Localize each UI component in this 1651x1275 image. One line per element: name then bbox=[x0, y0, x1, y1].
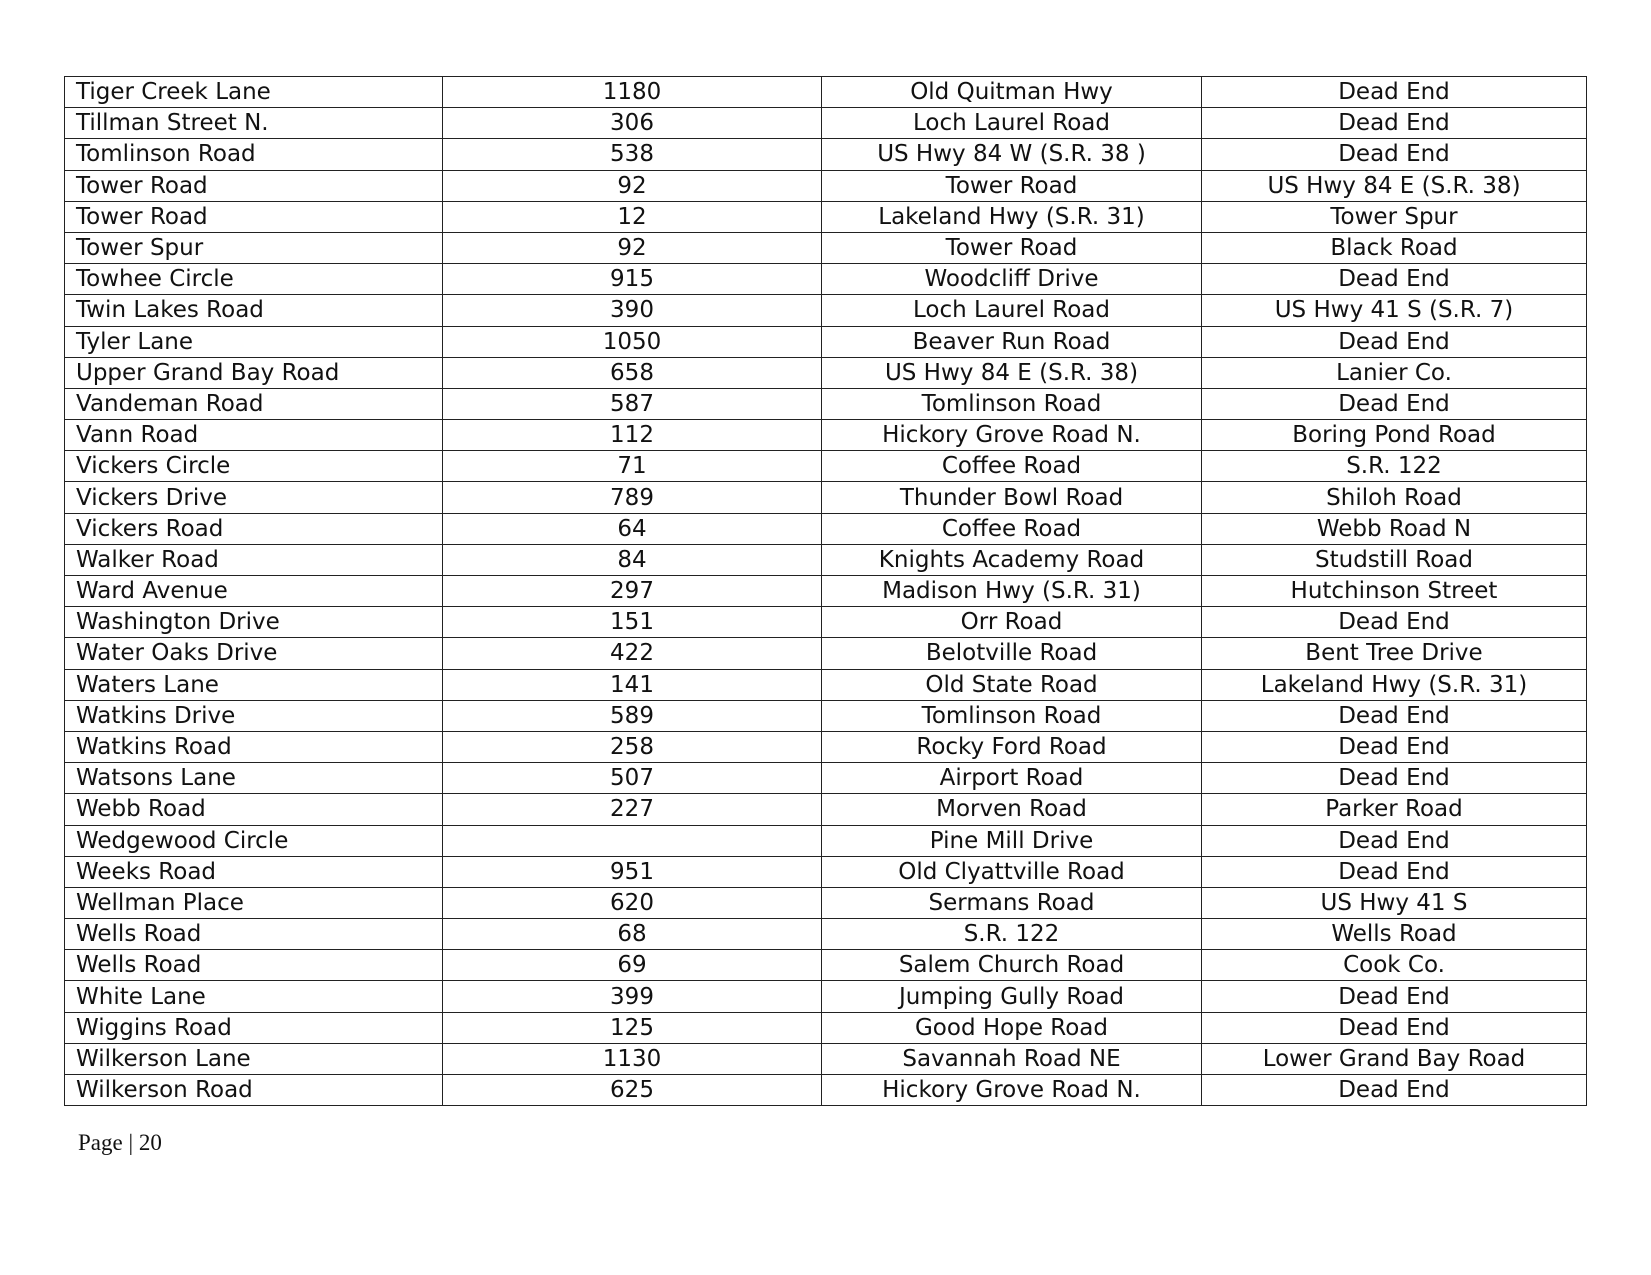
road-from-cell: Beaver Run Road bbox=[822, 326, 1202, 357]
table-row bbox=[65, 482, 1587, 513]
road-number-cell: 227 bbox=[443, 794, 822, 825]
road-from-cell: Good Hope Road bbox=[822, 1012, 1202, 1043]
road-name-cell: Wells Road bbox=[65, 950, 443, 981]
road-from-cell: Old Quitman Hwy bbox=[822, 77, 1202, 108]
road-from-cell: Knights Academy Road bbox=[822, 544, 1202, 575]
road-number-cell: 620 bbox=[443, 887, 822, 918]
table-row bbox=[65, 544, 1587, 575]
road-to-cell: Wells Road bbox=[1202, 919, 1587, 950]
road-name-cell: Wellman Place bbox=[65, 887, 443, 918]
road-from-cell: Madison Hwy (S.R. 31) bbox=[822, 576, 1202, 607]
road-from-cell: Coffee Road bbox=[822, 451, 1202, 482]
road-number-cell: 625 bbox=[443, 1075, 822, 1106]
table-row bbox=[65, 731, 1587, 762]
road-from-cell: Coffee Road bbox=[822, 513, 1202, 544]
road-to-cell: Dead End bbox=[1202, 326, 1587, 357]
road-from-cell: Lakeland Hwy (S.R. 31) bbox=[822, 201, 1202, 232]
road-name-cell: Vickers Circle bbox=[65, 451, 443, 482]
road-number-cell: 71 bbox=[443, 451, 822, 482]
road-name-cell: Tillman Street N. bbox=[65, 108, 443, 139]
road-to-cell: Dead End bbox=[1202, 1012, 1587, 1043]
road-to-cell: Dead End bbox=[1202, 139, 1587, 170]
table-row bbox=[65, 1075, 1587, 1106]
road-name-cell: Watsons Lane bbox=[65, 763, 443, 794]
road-name-cell: Wilkerson Lane bbox=[65, 1043, 443, 1074]
road-to-cell: Studstill Road bbox=[1202, 544, 1587, 575]
table-row bbox=[65, 420, 1587, 451]
table-row bbox=[65, 981, 1587, 1012]
road-from-cell: Rocky Ford Road bbox=[822, 731, 1202, 762]
table-row bbox=[65, 170, 1587, 201]
road-to-cell: Webb Road N bbox=[1202, 513, 1587, 544]
table-row bbox=[65, 1012, 1587, 1043]
road-name-cell: Twin Lakes Road bbox=[65, 295, 443, 326]
road-name-cell: Watkins Road bbox=[65, 731, 443, 762]
road-number-cell: 125 bbox=[443, 1012, 822, 1043]
table-row bbox=[65, 919, 1587, 950]
road-to-cell: Dead End bbox=[1202, 264, 1587, 295]
road-from-cell: Pine Mill Drive bbox=[822, 825, 1202, 856]
table-row bbox=[65, 326, 1587, 357]
road-name-cell: Water Oaks Drive bbox=[65, 638, 443, 669]
road-number-cell: 589 bbox=[443, 700, 822, 731]
road-from-cell: Tomlinson Road bbox=[822, 388, 1202, 419]
road-from-cell: Tower Road bbox=[822, 232, 1202, 263]
road-name-cell: Waters Lane bbox=[65, 669, 443, 700]
road-to-cell: US Hwy 41 S (S.R. 7) bbox=[1202, 295, 1587, 326]
road-from-cell: Jumping Gully Road bbox=[822, 981, 1202, 1012]
road-name-cell: Vickers Drive bbox=[65, 482, 443, 513]
road-name-cell: Tiger Creek Lane bbox=[65, 77, 443, 108]
road-number-cell: 538 bbox=[443, 139, 822, 170]
road-to-cell: Cook Co. bbox=[1202, 950, 1587, 981]
road-number-cell: 390 bbox=[443, 295, 822, 326]
table-row bbox=[65, 139, 1587, 170]
road-number-cell: 915 bbox=[443, 264, 822, 295]
road-to-cell: Dead End bbox=[1202, 607, 1587, 638]
road-from-cell: Thunder Bowl Road bbox=[822, 482, 1202, 513]
table-row bbox=[65, 825, 1587, 856]
road-number-cell: 12 bbox=[443, 201, 822, 232]
road-name-cell: Washington Drive bbox=[65, 607, 443, 638]
road-to-cell: Dead End bbox=[1202, 388, 1587, 419]
table-row bbox=[65, 576, 1587, 607]
table-row bbox=[65, 295, 1587, 326]
road-to-cell: Black Road bbox=[1202, 232, 1587, 263]
road-to-cell: Tower Spur bbox=[1202, 201, 1587, 232]
road-from-cell: Loch Laurel Road bbox=[822, 295, 1202, 326]
road-number-cell: 422 bbox=[443, 638, 822, 669]
road-to-cell: Dead End bbox=[1202, 1075, 1587, 1106]
road-name-cell: Vandeman Road bbox=[65, 388, 443, 419]
road-from-cell: Hickory Grove Road N. bbox=[822, 1075, 1202, 1106]
road-from-cell: Woodcliff Drive bbox=[822, 264, 1202, 295]
road-name-cell: Towhee Circle bbox=[65, 264, 443, 295]
road-name-cell: White Lane bbox=[65, 981, 443, 1012]
road-name-cell: Tomlinson Road bbox=[65, 139, 443, 170]
road-name-cell: Wiggins Road bbox=[65, 1012, 443, 1043]
road-name-cell: Tower Road bbox=[65, 201, 443, 232]
road-name-cell: Weeks Road bbox=[65, 856, 443, 887]
road-from-cell: Orr Road bbox=[822, 607, 1202, 638]
road-from-cell: US Hwy 84 W (S.R. 38 ) bbox=[822, 139, 1202, 170]
road-from-cell: Savannah Road NE bbox=[822, 1043, 1202, 1074]
road-name-cell: Vickers Road bbox=[65, 513, 443, 544]
table-row bbox=[65, 451, 1587, 482]
road-number-cell: 112 bbox=[443, 420, 822, 451]
road-number-cell: 64 bbox=[443, 513, 822, 544]
road-to-cell: S.R. 122 bbox=[1202, 451, 1587, 482]
table-row bbox=[65, 1043, 1587, 1074]
table-row bbox=[65, 607, 1587, 638]
road-number-cell: 68 bbox=[443, 919, 822, 950]
road-number-cell: 1180 bbox=[443, 77, 822, 108]
table-row bbox=[65, 201, 1587, 232]
road-to-cell: Dead End bbox=[1202, 981, 1587, 1012]
road-name-cell: Ward Avenue bbox=[65, 576, 443, 607]
road-name-cell: Watkins Drive bbox=[65, 700, 443, 731]
road-number-cell: 141 bbox=[443, 669, 822, 700]
road-number-cell: 507 bbox=[443, 763, 822, 794]
road-to-cell: Shiloh Road bbox=[1202, 482, 1587, 513]
road-from-cell: Salem Church Road bbox=[822, 950, 1202, 981]
road-number-cell: 658 bbox=[443, 357, 822, 388]
road-number-cell: 399 bbox=[443, 981, 822, 1012]
table-row bbox=[65, 856, 1587, 887]
table-row bbox=[65, 232, 1587, 263]
road-from-cell: Hickory Grove Road N. bbox=[822, 420, 1202, 451]
road-from-cell: Tower Road bbox=[822, 170, 1202, 201]
road-to-cell: Dead End bbox=[1202, 77, 1587, 108]
road-to-cell: US Hwy 41 S bbox=[1202, 887, 1587, 918]
road-name-cell: Upper Grand Bay Road bbox=[65, 357, 443, 388]
road-number-cell bbox=[443, 825, 822, 856]
road-to-cell: Lakeland Hwy (S.R. 31) bbox=[1202, 669, 1587, 700]
road-from-cell: Belotville Road bbox=[822, 638, 1202, 669]
road-to-cell: Boring Pond Road bbox=[1202, 420, 1587, 451]
road-name-cell: Tower Road bbox=[65, 170, 443, 201]
road-name-cell: Wells Road bbox=[65, 919, 443, 950]
road-number-cell: 297 bbox=[443, 576, 822, 607]
table-row bbox=[65, 763, 1587, 794]
road-name-cell: Vann Road bbox=[65, 420, 443, 451]
road-number-cell: 258 bbox=[443, 731, 822, 762]
road-from-cell: Sermans Road bbox=[822, 887, 1202, 918]
road-to-cell: Dead End bbox=[1202, 763, 1587, 794]
road-number-cell: 1050 bbox=[443, 326, 822, 357]
table-row bbox=[65, 700, 1587, 731]
road-to-cell: Dead End bbox=[1202, 700, 1587, 731]
road-name-cell: Webb Road bbox=[65, 794, 443, 825]
table-row bbox=[65, 77, 1587, 108]
road-number-cell: 951 bbox=[443, 856, 822, 887]
road-to-cell: Dead End bbox=[1202, 108, 1587, 139]
table-row bbox=[65, 357, 1587, 388]
table-row bbox=[65, 638, 1587, 669]
road-from-cell: Old State Road bbox=[822, 669, 1202, 700]
road-to-cell: Parker Road bbox=[1202, 794, 1587, 825]
road-from-cell: Morven Road bbox=[822, 794, 1202, 825]
table-row bbox=[65, 108, 1587, 139]
road-number-cell: 587 bbox=[443, 388, 822, 419]
road-from-cell: Airport Road bbox=[822, 763, 1202, 794]
road-from-cell: US Hwy 84 E (S.R. 38) bbox=[822, 357, 1202, 388]
table-row bbox=[65, 794, 1587, 825]
road-to-cell: Hutchinson Street bbox=[1202, 576, 1587, 607]
road-to-cell: Dead End bbox=[1202, 731, 1587, 762]
table-row bbox=[65, 388, 1587, 419]
road-from-cell: Old Clyattville Road bbox=[822, 856, 1202, 887]
table-row bbox=[65, 669, 1587, 700]
road-to-cell: Lower Grand Bay Road bbox=[1202, 1043, 1587, 1074]
road-number-cell: 84 bbox=[443, 544, 822, 575]
road-number-cell: 789 bbox=[443, 482, 822, 513]
road-name-cell: Wilkerson Road bbox=[65, 1075, 443, 1106]
road-to-cell: Bent Tree Drive bbox=[1202, 638, 1587, 669]
road-from-cell: Loch Laurel Road bbox=[822, 108, 1202, 139]
road-number-cell: 1130 bbox=[443, 1043, 822, 1074]
road-to-cell: Dead End bbox=[1202, 825, 1587, 856]
road-name-cell: Walker Road bbox=[65, 544, 443, 575]
road-number-cell: 69 bbox=[443, 950, 822, 981]
road-table bbox=[64, 76, 1587, 1106]
road-number-cell: 151 bbox=[443, 607, 822, 638]
road-from-cell: Tomlinson Road bbox=[822, 700, 1202, 731]
road-number-cell: 306 bbox=[443, 108, 822, 139]
table-row bbox=[65, 513, 1587, 544]
table-row bbox=[65, 950, 1587, 981]
road-to-cell: US Hwy 84 E (S.R. 38) bbox=[1202, 170, 1587, 201]
road-number-cell: 92 bbox=[443, 232, 822, 263]
road-name-cell: Tyler Lane bbox=[65, 326, 443, 357]
table-row bbox=[65, 264, 1587, 295]
road-number-cell: 92 bbox=[443, 170, 822, 201]
road-to-cell: Lanier Co. bbox=[1202, 357, 1587, 388]
road-rows bbox=[65, 77, 1587, 1106]
road-name-cell: Wedgewood Circle bbox=[65, 825, 443, 856]
page-number: Page | 20 bbox=[78, 1130, 162, 1155]
table-row bbox=[65, 887, 1587, 918]
road-from-cell: S.R. 122 bbox=[822, 919, 1202, 950]
road-name-cell: Tower Spur bbox=[65, 232, 443, 263]
road-to-cell: Dead End bbox=[1202, 856, 1587, 887]
